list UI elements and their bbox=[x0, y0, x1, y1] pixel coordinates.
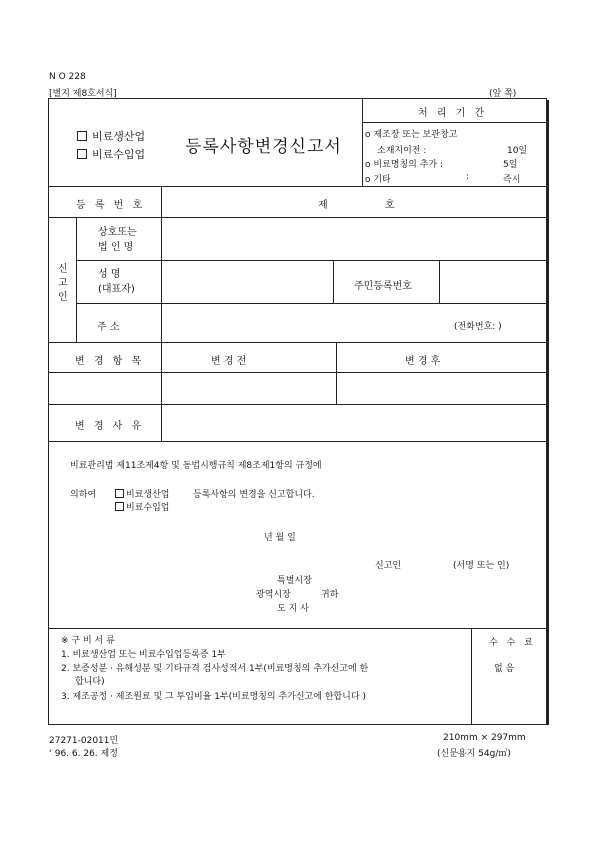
fee-label: 수 수 료 bbox=[489, 638, 536, 648]
change-after-field[interactable] bbox=[338, 374, 543, 402]
page-side: (앞 쪽) bbox=[489, 89, 517, 99]
form-code: 27271-02011민 bbox=[49, 736, 119, 746]
address-field[interactable] bbox=[163, 305, 433, 340]
company-label-1: 상호또는 bbox=[98, 227, 137, 238]
change-before-label: 변 경 전 bbox=[211, 356, 247, 367]
addressee-3: 도 지 사 bbox=[277, 604, 309, 614]
importer-label: 비료수입업 bbox=[92, 148, 146, 161]
doc-item-2b: 합니다) bbox=[75, 677, 105, 687]
checkbox-icon bbox=[77, 131, 87, 141]
reporter-side-label-1: 신 bbox=[58, 264, 68, 275]
reporter-side-label-2: 고 bbox=[58, 278, 68, 289]
address-label: 주 소 bbox=[97, 322, 120, 333]
form-number: N O 228 bbox=[49, 72, 86, 82]
form-type: [별지 제8호서식] bbox=[49, 89, 117, 99]
enact-date: ‘ 96. 6. 26. 제정 bbox=[49, 749, 118, 759]
addressee-1: 특별시장 bbox=[277, 576, 312, 586]
rrn-field[interactable] bbox=[441, 262, 543, 301]
date-line: 년 월 일 bbox=[264, 533, 296, 543]
docs-title: ※ 구 비 서 류 bbox=[61, 636, 115, 646]
doc-item-1: 1. 비료생산업 또는 비료수입업등록증 1부 bbox=[61, 650, 226, 660]
option-producer[interactable] bbox=[115, 487, 169, 500]
fee-value: 없 음 bbox=[494, 664, 515, 674]
processing-line3-label: o 비료명칭의 추가 : bbox=[365, 160, 443, 170]
change-item-label: 변 경 항 목 bbox=[75, 356, 145, 367]
reg-ho: 호 bbox=[385, 200, 395, 211]
processing-line4-value: 즉시 bbox=[503, 175, 521, 185]
company-field[interactable] bbox=[163, 219, 543, 258]
law-text: 비료관리법 제11조제4항 및 동법시행규칙 제8조제1항의 규정에 bbox=[70, 461, 322, 471]
declaration-tail: 등록사항의 변경을 신고합니다. bbox=[193, 490, 315, 500]
processing-line4-label: o 기타 bbox=[365, 175, 391, 185]
processing-line4-colon: : bbox=[466, 172, 470, 182]
phone-label: (전화번호: ) bbox=[454, 322, 502, 332]
rrn-label: 주민등록번호 bbox=[354, 281, 412, 292]
checkbox-icon bbox=[115, 502, 124, 511]
company-label-2: 법 인 명 bbox=[98, 242, 134, 253]
reg-je: 제 bbox=[318, 200, 328, 211]
name-field[interactable] bbox=[163, 262, 331, 301]
option-producer-label: 비료생산업 bbox=[126, 490, 170, 500]
change-item-field[interactable] bbox=[50, 374, 159, 402]
reporter-side-label-3: 인 bbox=[58, 292, 68, 303]
change-after-label: 변 경 후 bbox=[405, 356, 441, 367]
processing-header: 처 리 기 간 bbox=[418, 108, 488, 119]
reporter-label: 신고인 bbox=[375, 561, 402, 571]
checkbox-producer[interactable] bbox=[77, 128, 145, 144]
producer-label: 비료생산업 bbox=[92, 130, 146, 143]
change-before-field[interactable] bbox=[163, 374, 334, 402]
processing-line1: o 제조장 또는 보관창고 bbox=[365, 130, 458, 140]
option-importer[interactable] bbox=[115, 500, 169, 513]
checkbox-icon bbox=[77, 149, 87, 159]
reg-number-label: 등 록 번 호 bbox=[76, 200, 146, 211]
honorific: 귀하 bbox=[321, 590, 339, 600]
processing-line2-label: 소재지이전 : bbox=[377, 146, 427, 156]
paper-size: 210mm × 297mm bbox=[443, 733, 526, 743]
option-importer-label: 비료수입업 bbox=[126, 503, 170, 513]
name-label-1: 성 명 bbox=[98, 269, 121, 280]
name-label-2: (대표자) bbox=[98, 284, 135, 295]
doc-item-2a: 2. 보증성분 · 유해성분 및 기타규격 검사성적서 1부(비료명칭의 추가신고에 한 bbox=[61, 664, 369, 674]
change-reason-field[interactable] bbox=[163, 406, 543, 439]
change-reason-label: 변 경 사 유 bbox=[75, 421, 145, 432]
signature-label: (서명 또는 인) bbox=[453, 561, 510, 571]
processing-line3-value: 5일 bbox=[503, 160, 518, 170]
doc-item-3: 3. 제조공정 · 제조원료 및 그 투입비율 1부(비료명칭의 추가신고에 한합니다 ) bbox=[61, 692, 366, 702]
processing-line2-value: 10일 bbox=[507, 146, 528, 156]
page-title: 등록사항변경신고서 bbox=[185, 137, 342, 157]
checkbox-importer[interactable] bbox=[77, 146, 145, 162]
reg-number-field[interactable] bbox=[163, 188, 543, 215]
by-text: 의하여 bbox=[70, 490, 97, 500]
addressee-2: 광역시장 bbox=[256, 590, 291, 600]
paper-type: (신문용지 54g/㎡) bbox=[437, 749, 511, 759]
checkbox-icon bbox=[115, 489, 124, 498]
